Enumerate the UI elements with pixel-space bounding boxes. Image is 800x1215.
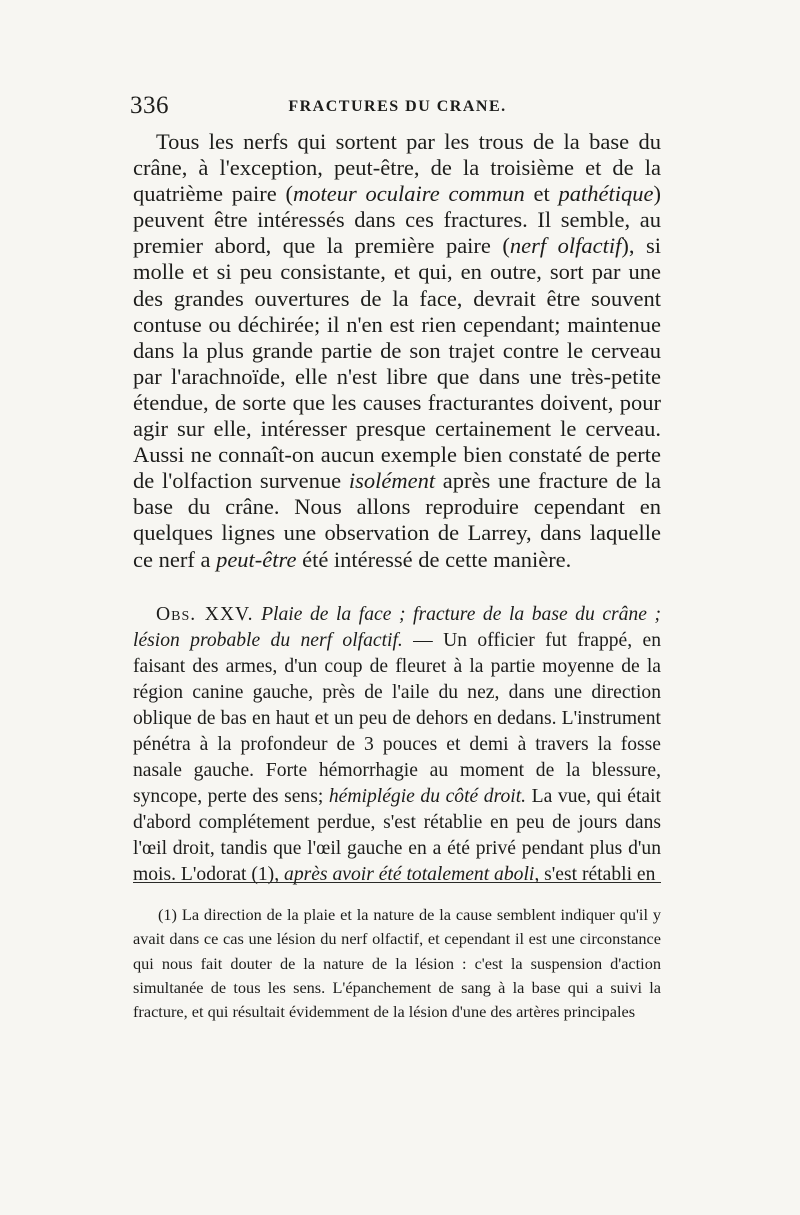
italic-run: hémiplégie du côté droit. xyxy=(328,786,527,807)
italic-run: nerf olfactif xyxy=(509,233,622,259)
text-run: ) peuvent être intéressés dans ces fractures. Il semble, au premier abord, que la première paire ( xyxy=(133,181,661,259)
italic-run: peut-être xyxy=(216,546,297,572)
text-run: ), si molle et si peu consistante, et qui, en outre, sort par une des grandes ouvertures de la face, devrait être souvent contuse ou déchirée; il n'en est rien cependant; maintenue dans la plus grande partie de son trajet contre le cerveau par l'arachnoïde, elle n'est libre que dans une très-petite étendue, de sorte que les causes fracturantes doivent, pour agir sur elle, intéresser presque certainement le cerveau. Aussi ne connaît-on aucun exemple bien constaté de perte de l'olfaction survenue xyxy=(133,233,661,494)
text-run: après une fracture de la base du crâne. Nous allons reproduire cependant en quelques lignes une observation de Larrey, dans laquelle ce nerf a xyxy=(133,468,662,572)
page-header xyxy=(130,92,665,128)
observation-label: Obs. XXV. xyxy=(156,604,254,625)
observation-paragraph xyxy=(133,602,661,888)
footnote xyxy=(133,903,661,1024)
main-text xyxy=(133,129,661,573)
text-run: et xyxy=(524,181,559,207)
text-run: — Un officier fut frappé, en faisant des armes, d'un coup de fleuret à la partie moyenne de la région canine gauche, près de l'aile du nez, dans une direction oblique de bas en haut et un peu de dehors en dedans. L'instrument pénétra à la profondeur de 3 pouces et demi à travers la fosse nasale gauche. Forte hémorrhagie au moment de la blessure, syncope, perte des sens; xyxy=(133,630,661,807)
italic-run: après avoir été totalement aboli xyxy=(284,864,535,885)
footnote-divider xyxy=(133,882,661,883)
footnote-text: (1) La direction de la plaie et la nature de la cause semblent indiquer qu'il y avait dans ce cas une lésion du nerf olfactif, et cependant il est une circonstance qui nous fait douter de la nature de la lésion : c'est la suspension d'action simultanée de tous les sens. L'épanchement de sang à la base qui a suivi la fracture, et qui résultait évidemment de la lésion d'une des artères principales xyxy=(133,905,661,1022)
italic-run: pathétique xyxy=(558,181,654,207)
italic-run: isolément xyxy=(348,468,436,494)
page-number: 336 xyxy=(130,92,169,119)
observation-title: Plaie de la face ; fracture de la base du crâne ; lésion probable du nerf olfactif. xyxy=(133,604,661,651)
running-title: FRACTURES DU CRANE. xyxy=(288,98,507,115)
text-run: été intéressé de cette manière. xyxy=(296,546,572,572)
main-paragraph xyxy=(133,129,661,573)
text-run: La vue, qui était d'abord complétement perdue, s'est rétablie en peu de jours dans l'œil droit, tandis que l'œil gauche en a été privé pendant plus d'un mois. L'odorat (1), xyxy=(133,786,661,885)
italic-run: moteur oculaire commun xyxy=(293,181,525,207)
text-run: , s'est rétabli en xyxy=(534,864,656,885)
text-run: Tous les nerfs qui sortent par les trous de la base du crâne, à l'exception, peut-être, de la troisième et de la quatrième paire ( xyxy=(133,129,661,207)
